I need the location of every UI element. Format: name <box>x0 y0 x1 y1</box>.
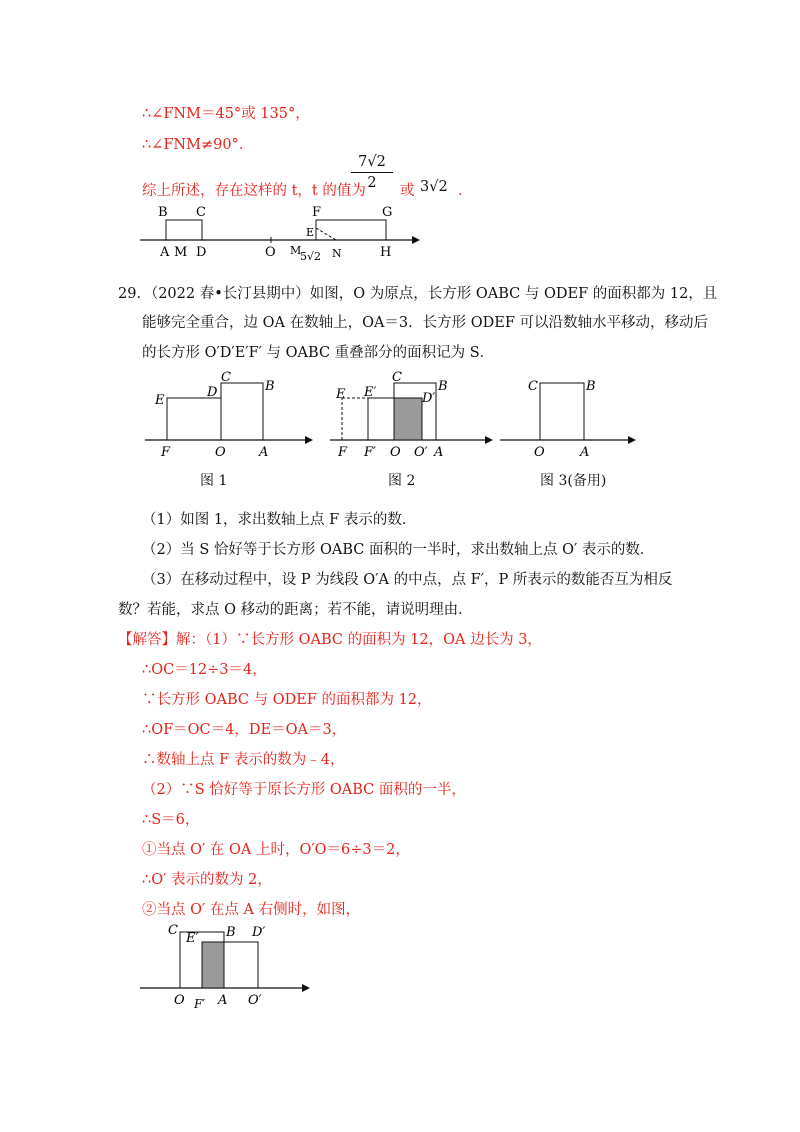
figure-3 <box>500 368 640 463</box>
figure-1 <box>145 368 315 463</box>
rect-odef-1 <box>167 398 221 440</box>
answer-line-8: ∴O′ 表示的数为 2， <box>142 872 272 888</box>
fig0-label-o: O <box>265 245 276 260</box>
svg-text:A: A <box>259 445 269 460</box>
figure-0 <box>140 200 420 270</box>
figure-1-caption: 图 1 <box>200 473 228 489</box>
fraction-numerator: 7√2 <box>358 154 386 170</box>
question-1: （1）如图 1，求出数轴上点 F 表示的数． <box>142 512 417 528</box>
overlap-region-4 <box>202 942 224 988</box>
fig0-label-g: G <box>382 205 393 220</box>
or-text: 或 <box>400 183 415 199</box>
svg-text:B: B <box>438 379 448 394</box>
svg-text:A: A <box>218 993 228 1008</box>
fig0-label-n: N <box>332 247 342 260</box>
value-3root2: 3√2 <box>420 179 448 195</box>
fig0-label-m2: M <box>290 244 302 257</box>
figure-3-caption: 图 3(备用) <box>540 473 607 489</box>
svg-text:O: O <box>215 445 226 460</box>
svg-text:E: E <box>336 387 346 402</box>
answer-line-9: ②当点 O′ 在点 A 右侧时，如图， <box>142 902 361 918</box>
answer-line-4: ∴数轴上点 F 表示的数为﹣4， <box>142 752 345 768</box>
question-3b: 数？若能，求点 O 移动的距离；若不能，请说明理由． <box>118 602 473 618</box>
svg-text:C: C <box>528 379 538 394</box>
overlap-region <box>394 398 422 440</box>
fig0-label-a: A <box>160 245 170 260</box>
svg-text:O: O <box>390 445 401 460</box>
solution-prefix: 综上所述，存在这样的 t，t 的值为 <box>142 183 366 199</box>
svg-text:O: O <box>534 445 545 460</box>
fig0-label-b: B <box>158 205 168 220</box>
problem-line-2: 能够完全重合，边 OA 在数轴上，OA＝3．长方形 ODEF 可以沿数轴水平移动，移动后 <box>142 315 709 331</box>
svg-text:B: B <box>226 925 236 940</box>
problem-line-3: 的长方形 O′D′E′F′ 与 OABC 重叠部分的面积记为 S． <box>142 345 495 361</box>
svg-text:F′: F′ <box>194 997 206 1010</box>
fig0-label-c: C <box>196 205 206 220</box>
svg-text:O: O <box>174 993 185 1008</box>
fig0-label-h: H <box>380 245 392 260</box>
svg-text:C: C <box>392 370 402 385</box>
solution-line-3 <box>142 179 366 200</box>
svg-text:O′: O′ <box>414 445 428 460</box>
fig0-label-5root2: 5√2 <box>300 250 322 263</box>
answer-line-6: ∴S＝6， <box>142 812 200 828</box>
problem-text-1: 如图，O 为原点，长方形 OABC 与 ODEF 的面积都为 12，且 <box>309 286 718 302</box>
svg-text:B: B <box>265 379 275 394</box>
answer-line-7: ①当点 O′ 在 OA 上时，O′O＝6÷3＝2， <box>142 842 410 858</box>
problem-line-1 <box>118 282 717 303</box>
svg-text:F′: F′ <box>364 445 376 460</box>
svg-text:C: C <box>221 370 231 385</box>
question-3a: （3）在移动过程中，设 P 为线段 O′A 的中点，点 F′，P 所表示的数能否互为相反 <box>142 572 673 588</box>
answer-line-0: 【解答】解：（1）∵长方形 OABC 的面积为 12，OA 边长为 3， <box>118 632 542 648</box>
question-2: （2）当 S 恰好等于长方形 OABC 面积的一半时，求出数轴上点 O′ 表示的数． <box>142 542 655 558</box>
svg-text:E′: E′ <box>186 931 199 946</box>
period: ． <box>458 183 473 199</box>
dashed-line <box>316 228 336 240</box>
svg-text:F: F <box>161 445 171 460</box>
svg-text:E′: E′ <box>364 385 377 400</box>
fig0-label-m: M <box>174 245 188 260</box>
fraction-denominator: 2 <box>351 172 393 191</box>
rect-oabc-1 <box>221 383 263 440</box>
fraction <box>351 154 393 191</box>
figure-2-caption: 图 2 <box>388 473 416 489</box>
axis-arrow <box>412 236 420 244</box>
figure-2 <box>330 368 495 463</box>
svg-text:C: C <box>168 923 178 938</box>
rect-original-dashed <box>342 398 396 440</box>
solution-line-1: ∴∠FNM＝45°或 135°， <box>142 106 310 122</box>
svg-text:B: B <box>586 379 596 394</box>
answer-line-3: ∴OF＝OC＝4，DE＝OA＝3， <box>142 722 347 738</box>
fig0-label-f: F <box>312 205 322 220</box>
answer-line-2: ∵长方形 OABC 与 ODEF 的面积都为 12， <box>142 692 432 708</box>
svg-text:D′: D′ <box>422 391 436 406</box>
svg-text:D: D <box>207 385 218 400</box>
svg-text:A: A <box>580 445 590 460</box>
fig0-label-e: E <box>306 226 315 239</box>
svg-text:O′: O′ <box>248 993 262 1008</box>
rect-abcd <box>166 220 202 240</box>
rect-oabc-3 <box>540 383 584 440</box>
svg-text:E: E <box>155 393 165 408</box>
svg-text:D′: D′ <box>252 925 266 940</box>
rect-fgh <box>316 220 386 240</box>
answer-line-1: ∴OC＝12÷3＝4， <box>142 662 267 678</box>
solution-line-2: ∴∠FNM≠90°． <box>142 137 254 153</box>
fig0-label-d: D <box>196 245 207 260</box>
figure-4 <box>140 920 315 1010</box>
svg-text:F: F <box>338 445 348 460</box>
problem-number: 29． <box>118 286 151 302</box>
problem-source: （2022 春•长汀县期中） <box>150 286 310 302</box>
svg-text:A: A <box>434 445 444 460</box>
answer-line-5: （2）∵S 恰好等于原长方形 OABC 面积的一半， <box>142 782 466 798</box>
